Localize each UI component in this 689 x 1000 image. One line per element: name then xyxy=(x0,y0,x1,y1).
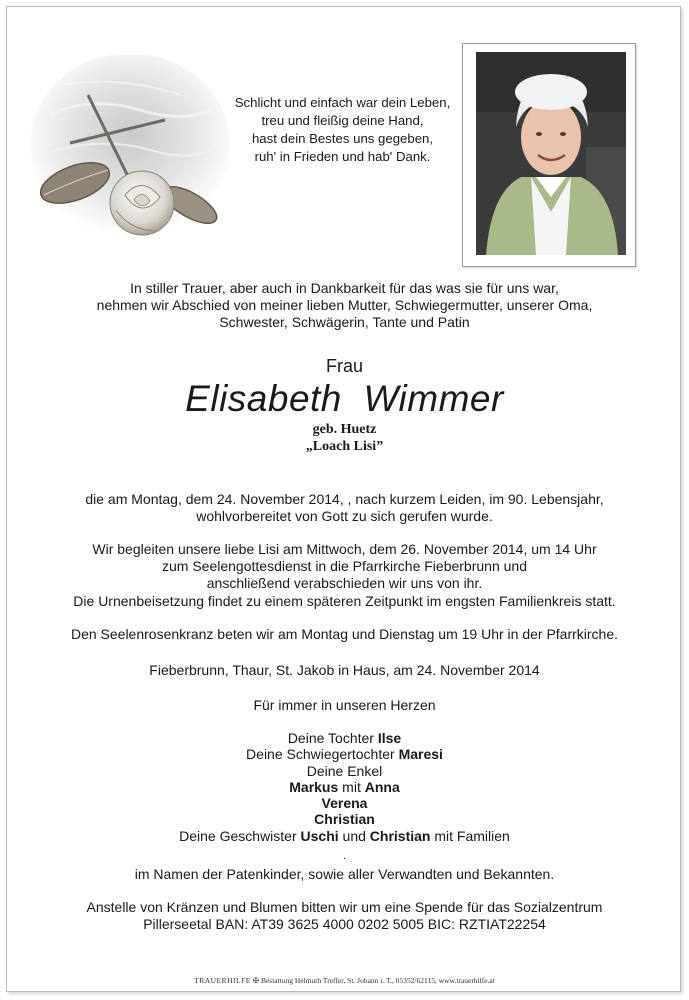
family-siblings xyxy=(0,828,689,844)
family-member: Maresi xyxy=(398,746,443,763)
family-label: und xyxy=(338,827,370,844)
poem-line: ruh' in Frieden und hab' Dank. xyxy=(254,149,431,164)
funeral-line: Wir begleiten unsere liebe Lisi am Mittwoch, dem 26. November 2014, um 14 Uhr xyxy=(92,541,597,557)
cross-rose-image xyxy=(30,55,230,245)
intro-line: Schwester, Schwägerin, Tante und Patin xyxy=(219,314,470,331)
intro-line: nehmen wir Abschied von meiner lieben Mutter, Schwiegermutter, unserer Oma, xyxy=(96,297,593,314)
family-label: Deine Geschwister xyxy=(179,827,301,844)
family-grandchildren-label: Deine Enkel xyxy=(306,762,383,779)
donation-line: Anstelle von Kränzen und Blumen bitten wir um eine Spende für das Sozialzentrum xyxy=(86,899,603,915)
birth-info xyxy=(0,421,689,455)
birth-name: geb. Huetz xyxy=(312,422,377,437)
separator-dot: . xyxy=(343,851,346,862)
funeral-line: zum Seelengottesdienst in die Pfarrkirche Fieberbrunn und xyxy=(162,558,527,575)
family-grandchild xyxy=(0,795,689,811)
family-member: Anna xyxy=(364,778,400,795)
relatives-line: im Namen der Patenkinder, sowie aller Verwandten und Bekannten. xyxy=(134,866,555,882)
death-line: wohlvorbereitet von Gott zu sich gerufen wurde. xyxy=(196,508,493,525)
poem xyxy=(215,94,470,166)
family-label: Deine Schwiegertochter xyxy=(246,746,399,763)
family-member: Christian xyxy=(314,811,375,828)
family-label: mit Familien xyxy=(430,827,510,844)
family-grandchild xyxy=(0,779,689,795)
deceased-name: Elisabeth Wimmer xyxy=(185,378,504,419)
family-member: Markus xyxy=(289,778,339,795)
rosary-info: Den Seelenrosenkranz beten wir am Montag und Dienstag um 19 Uhr in der Pfarrkirche. xyxy=(70,626,619,642)
hearts-line: Für immer in unseren Herzen xyxy=(253,697,436,713)
family-member: Uschi xyxy=(300,827,339,844)
intro-text xyxy=(0,280,689,332)
poem-line: Schlicht und einfach war dein Leben, xyxy=(234,95,451,110)
portrait-photo xyxy=(476,52,626,255)
place-date: Fieberbrunn, Thaur, St. Jakob in Haus, am 24. November 2014 xyxy=(149,662,540,678)
title-prefix: Frau xyxy=(325,356,363,376)
funeral-line: Die Urnenbeisetzung findet zu einem späteren Zeitpunkt im engsten Familienkreis statt. xyxy=(73,592,616,609)
funeral-line: anschließend verabschieden wir uns von ihr. xyxy=(206,575,483,592)
footer-logo-icon: ✠ xyxy=(252,976,260,985)
death-line: die am Montag, dem 24. November 2014, , nach kurzem Leiden, im 90. Lebensjahr, xyxy=(85,491,604,507)
family-daughter-in-law xyxy=(0,746,689,762)
intro-line: In stiller Trauer, aber auch in Dankbarkeit für das was sie für uns war, xyxy=(130,280,559,296)
family-label: Deine Tochter xyxy=(287,730,378,746)
death-notice xyxy=(0,491,689,525)
family-label: mit xyxy=(338,778,365,795)
footer-text: Bestattung Helmuth Treffer, St. Johann i. T., 05352/62115, www.trauerhilfe.at xyxy=(260,976,495,985)
family-member: Ilse xyxy=(377,730,402,746)
family-daughter xyxy=(0,730,689,746)
funeral-info xyxy=(0,541,689,610)
donation-info xyxy=(0,899,689,933)
donation-line: Pillerseetal BAN: AT39 3625 4000 0202 5005 BIC: RZTIAT22254 xyxy=(143,916,546,933)
footer-brand: TRAUERHILFE xyxy=(194,976,251,985)
family-member: Verena xyxy=(321,795,368,812)
family-member: Christian xyxy=(369,827,431,844)
family-list xyxy=(0,730,689,844)
footer xyxy=(0,976,689,985)
family-grandchild xyxy=(0,811,689,827)
poem-line: treu und fleißig deine Hand, xyxy=(261,113,424,128)
nickname: „Loach Lisi” xyxy=(305,439,384,454)
poem-line: hast dein Bestes uns gegeben, xyxy=(251,131,434,146)
